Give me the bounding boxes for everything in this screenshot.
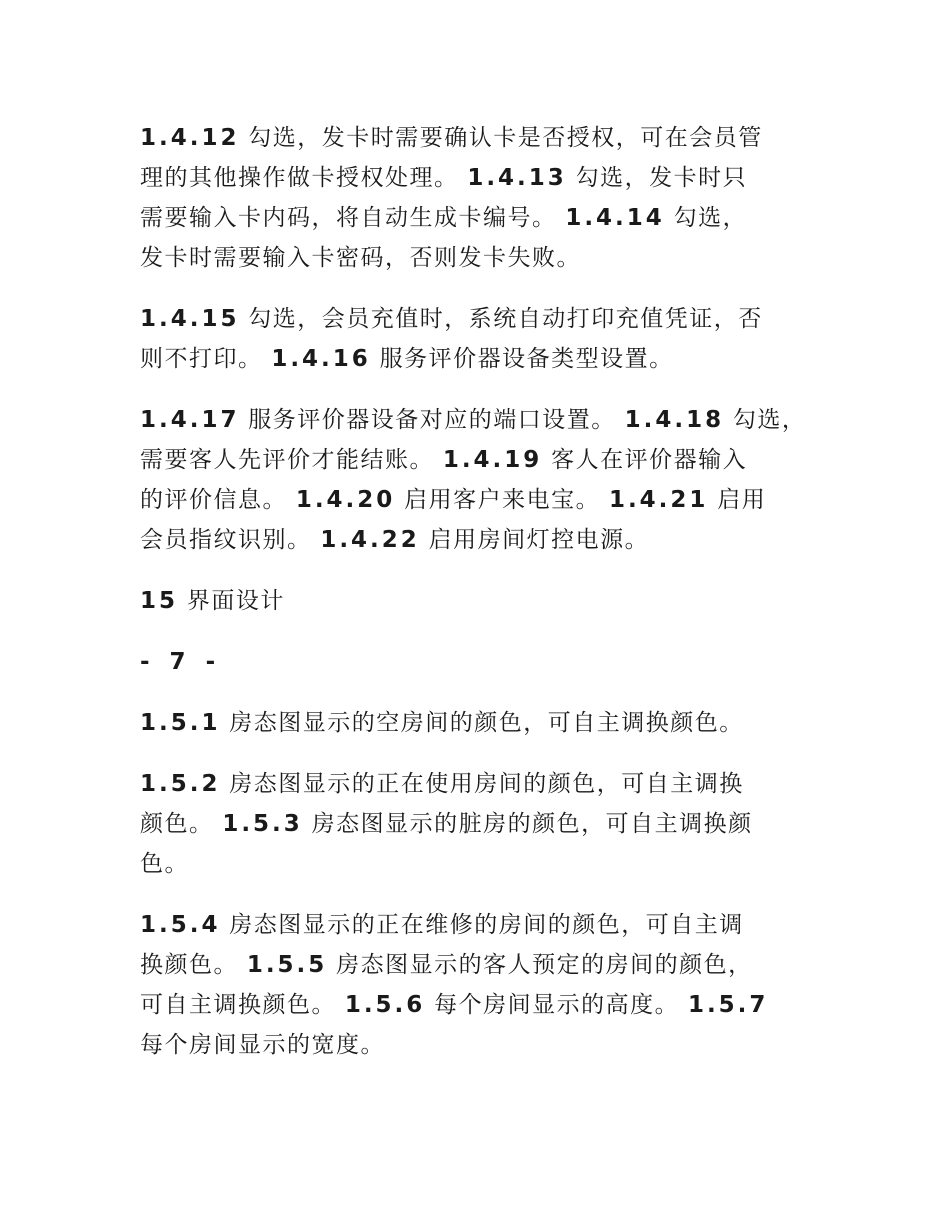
item-text: 勾选， xyxy=(724,407,807,433)
item-text: 每个房间显示的高度。 xyxy=(425,992,688,1018)
paragraph-group-settings xyxy=(140,118,840,560)
item-number: 1.4.20 xyxy=(295,487,396,513)
paragraph-line xyxy=(140,440,840,480)
paragraph-line xyxy=(140,158,840,198)
item-number: 1.5.3 xyxy=(222,811,303,837)
paragraph-line xyxy=(140,198,840,238)
item-number: 1.4.12 xyxy=(140,125,240,151)
item-text: 色。 xyxy=(140,851,189,877)
item-text: 勾选，发卡时只 xyxy=(566,165,748,191)
paragraph-line xyxy=(140,804,840,844)
item-text: 启用房间灯控电源。 xyxy=(419,527,650,553)
paragraph xyxy=(140,905,840,1065)
paragraph-line xyxy=(140,118,840,158)
paragraph xyxy=(140,703,840,743)
item-text: 的评价信息。 xyxy=(140,487,296,513)
item-text: 颜色。 xyxy=(140,811,223,837)
paragraph xyxy=(140,400,840,560)
item-text: 客人在评价器输入 xyxy=(542,447,748,473)
item-text: 房态图显示的脏房的颜色，可自主调换颜 xyxy=(302,811,753,837)
paragraph-line xyxy=(140,400,840,440)
item-number: 1.5.6 xyxy=(344,992,426,1018)
paragraph-line xyxy=(140,520,840,560)
item-text: 房态图显示的正在使用房间的颜色，可自主调换 xyxy=(220,771,744,797)
paragraph xyxy=(140,299,840,379)
paragraph-group-interface xyxy=(140,703,840,1065)
item-text: 房态图显示的客人预定的房间的颜色， xyxy=(327,952,753,978)
paragraph-line xyxy=(140,299,840,339)
item-text: 服务评价器设备类型设置。 xyxy=(370,346,674,372)
item-text: 服务评价器设备对应的端口设置。 xyxy=(239,407,625,433)
item-text: 启用 xyxy=(708,487,767,513)
item-number: 1.4.21 xyxy=(608,487,709,513)
item-text: 可自主调换颜色。 xyxy=(140,992,345,1018)
paragraph-line xyxy=(140,480,840,520)
item-number: 1.5.4 xyxy=(140,912,221,938)
item-text: 勾选， xyxy=(664,205,748,231)
item-number: 1.5.7 xyxy=(687,992,769,1018)
item-number: 1.4.22 xyxy=(320,527,420,553)
item-number: 1.4.14 xyxy=(565,205,665,231)
paragraph-line xyxy=(140,764,840,804)
item-text: 需要输入卡内码，将自动生成卡编号。 xyxy=(140,205,566,231)
item-number: 1.4.15 xyxy=(140,306,240,332)
item-text: 每个房间显示的宽度。 xyxy=(140,1032,385,1058)
item-text: 勾选，会员充值时，系统自动打印充值凭证，否 xyxy=(239,306,763,332)
section-heading-title: 界面设计 xyxy=(186,588,285,614)
item-number: 1.4.18 xyxy=(624,407,725,433)
item-text: 勾选，发卡时需要确认卡是否授权，可在会员管 xyxy=(239,125,763,151)
paragraph-line xyxy=(140,945,840,985)
section-heading-number: 15 xyxy=(140,588,179,614)
item-text: 房态图显示的正在维修的房间的颜色，可自主调 xyxy=(220,912,744,938)
item-text: 启用客户来电宝。 xyxy=(395,487,609,513)
paragraph xyxy=(140,764,840,884)
item-text: 房态图显示的空房间的颜色，可自主调换颜色。 xyxy=(220,710,744,736)
document-page xyxy=(140,118,840,1086)
item-number: 1.5.5 xyxy=(246,952,328,978)
item-number: 1.5.1 xyxy=(140,710,221,736)
item-number: 1.4.19 xyxy=(442,447,543,473)
item-text: 则不打印。 xyxy=(140,346,272,372)
page-number: - 7 - xyxy=(140,649,222,675)
paragraph-line xyxy=(140,905,840,945)
paragraph-line xyxy=(140,1025,840,1065)
item-text: 需要客人先评价才能结账。 xyxy=(140,447,443,473)
item-number: 1.4.17 xyxy=(140,407,240,433)
item-number: 1.4.16 xyxy=(271,346,371,372)
paragraph-line xyxy=(140,985,840,1025)
paragraph-line xyxy=(140,339,840,379)
item-text: 会员指纹识别。 xyxy=(140,527,321,553)
item-text: 换颜色。 xyxy=(140,952,247,978)
section-heading xyxy=(140,581,840,621)
item-text: 理的其他操作做卡授权处理。 xyxy=(140,165,468,191)
paragraph-line xyxy=(140,844,840,884)
item-number: 1.4.13 xyxy=(467,165,567,191)
paragraph-line xyxy=(140,238,840,278)
item-text: 发卡时需要输入卡密码，否则发卡失败。 xyxy=(140,245,581,271)
paragraph xyxy=(140,118,840,278)
item-number: 1.5.2 xyxy=(140,771,221,797)
paragraph-line xyxy=(140,703,840,743)
